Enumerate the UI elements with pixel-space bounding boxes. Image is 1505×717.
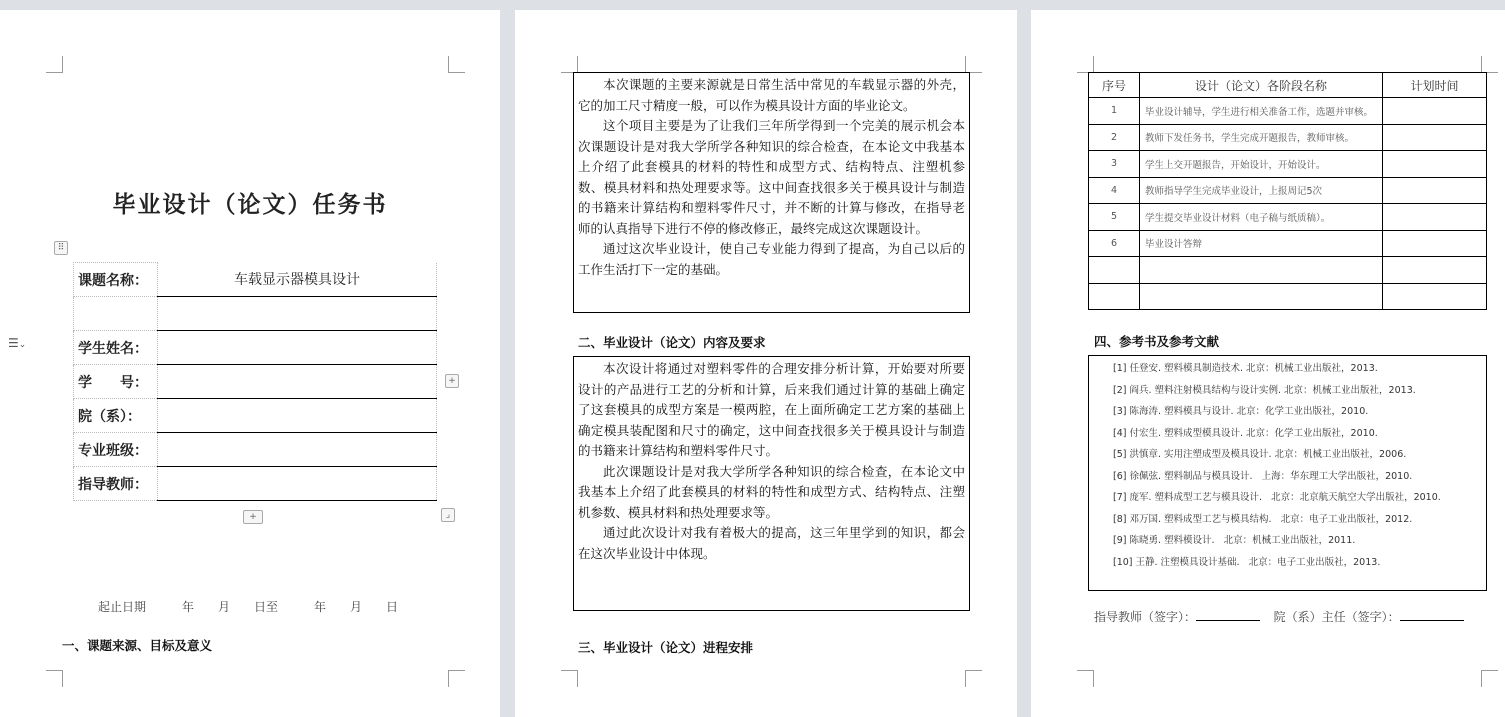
crop-mark [448,56,465,73]
stage-cell [1140,283,1383,310]
table-row[interactable] [1089,230,1487,257]
time-cell[interactable] [1383,98,1487,125]
stage-cell: 毕业设计辅导，学生进行相关准备工作，选题并审核。 [1140,98,1383,125]
table-row[interactable] [1089,257,1487,284]
paragraph: 本次设计将通过对塑料零件的合理安排分析计算，开始要对所要设计的产品进行工艺的分析和计算，后来我们通过计算的基础上确定了这套模具的成型方案是一模两腔，在上面所确定工艺方案的基础上确定模具装配图和尺寸的确定，这中间查找很多关于模具设计与制造的书籍来计算结构和塑料零件尺寸。 [578,361,965,458]
reference-item: [8] 邓万国. 塑料成型工艺与模具结构. 北京：电子工业出版社，2012. [1113,513,1413,525]
reference-item: [3] 陈海涛. 塑料模具与设计. 北京：化学工业出版社，2010. [1113,406,1369,417]
outline-icon: ☰ [8,336,19,350]
class-label: 专业班级： [74,433,158,467]
row-number: 1 [1089,98,1140,125]
dept-label: 院（系）： [74,399,158,433]
schedule-table [1088,72,1487,310]
crop-mark [1077,670,1094,687]
advisor-sign-label: 指导教师（签字）： [1094,610,1197,624]
crop-mark [46,56,63,73]
student-value[interactable] [158,331,437,365]
stage-cell [1140,257,1383,284]
table-row[interactable] [1089,124,1487,151]
table-row[interactable] [1089,204,1487,231]
time-cell[interactable] [1383,151,1487,178]
row-number: 6 [1089,230,1140,257]
table-row[interactable] [1089,151,1487,178]
stage-cell: 学生上交开题报告，开始设计，开始设计。 [1140,151,1383,178]
empty-value[interactable] [158,297,437,331]
stage-cell: 教师指导学生完成毕业设计，上报周记5次 [1140,177,1383,204]
topic-label: 课题名称： [74,263,158,297]
time-cell[interactable] [1383,204,1487,231]
table-row[interactable] [1089,177,1487,204]
section-2-heading: 二、毕业设计（论文）内容及要求 [578,335,766,350]
table-row[interactable] [1089,98,1487,125]
crop-mark [561,670,578,687]
paragraph: 通过此次设计对我有着极大的提高，这三年里学到的知识，都会在这次毕业设计中体现。 [578,525,965,561]
table-move-handle-icon[interactable]: ⠿ [54,241,68,255]
reference-item: [6] 徐佩弦. 塑料制品与模具设计. 上海：华东理工大学出版社，2010. [1113,470,1413,482]
crop-mark [965,670,982,687]
table-resize-icon[interactable]: ⌟ [441,508,455,522]
empty-label [74,297,158,331]
paragraph: 通过这次毕业设计，使自己专业能力得到了提高，为自己以后的工作生活打下一定的基础。 [578,241,965,277]
section-1-heading: 一、课题来源、目标及意义 [62,638,213,653]
reference-item: [10] 王静. 注塑模具设计基础. 北京：电子工业出版社，2013. [1113,556,1381,568]
add-column-icon[interactable]: + [445,374,459,388]
table-row[interactable] [1089,283,1487,310]
stage-cell: 教师下发任务书，学生完成开题报告，教师审核。 [1140,124,1383,151]
crop-mark [46,670,63,687]
content-box[interactable] [573,356,970,611]
crop-mark [1481,56,1498,73]
row-number: 3 [1089,151,1140,178]
chevron-down-icon: ⌄ [18,340,27,350]
intro-box[interactable] [573,72,970,313]
reference-item: [2] 阎兵. 塑料注射模具结构与设计实例. 北京：机械工业出版社，2013. [1113,384,1416,396]
crop-mark [965,56,982,73]
crop-mark [1481,670,1498,687]
outline-dropdown[interactable] [8,336,26,350]
references-box[interactable] [1088,355,1487,591]
stage-cell: 学生提交毕业设计材料（电子稿与纸质稿）。 [1140,204,1383,231]
id-value[interactable] [158,365,437,399]
crop-mark [1077,56,1094,73]
page-2 [515,10,1017,717]
time-cell[interactable] [1383,283,1487,310]
dept-value[interactable] [158,399,437,433]
advisor-label: 指导教师： [74,467,158,501]
dean-sign-field[interactable] [1400,608,1464,621]
info-table [73,262,437,501]
header-stage: 设计（论文）各阶段名称 [1140,73,1383,98]
reference-item: [7] 庞军. 塑料成型工艺与模具设计. 北京：北京航天航空大学出版社，2010. [1113,492,1441,503]
paragraph: 这个项目主要是为了让我们三年所学得到一个完美的展示机会本次课题设计是对我大学所学各种知识的综合检查，在本论文中我基本上介绍了此套模具的材料的特性和成型方式、结构特点、注塑机参数、模具材料和热处理要求等。这中间查找很多关于模具设计与制造的书籍来计算结构和塑料零件尺寸，并不断的计算与修改，在指导老师的认真指导下进行不停的修改修正，最终完成这次课题设计。 [578,118,965,236]
stage-cell: 毕业设计答辩 [1140,230,1383,257]
add-row-icon[interactable]: + [243,510,263,524]
time-cell[interactable] [1383,230,1487,257]
dean-sign-label: 院（系）主任（签字）： [1273,610,1400,624]
reference-item: [5] 洪慎章. 实用注塑成型及模具设计. 北京：机械工业出版社，2006. [1113,449,1407,460]
page-1 [0,10,500,717]
section-4-heading: 四、参考书及参考文献 [1094,334,1220,349]
header-no: 序号 [1089,73,1140,98]
page-3 [1031,10,1505,717]
row-number: 2 [1089,124,1140,151]
row-number [1089,257,1140,284]
document-title: 毕业设计（论文）任务书 [112,191,388,218]
date-range: 起止日期 年 月 日至 年 月 日 [98,600,399,614]
time-cell[interactable] [1383,177,1487,204]
reference-item: [9] 陈晓勇. 塑料模设计. 北京：机械工业出版社，2011. [1113,535,1356,546]
topic-value[interactable]: 车载显示器模具设计 [158,263,437,297]
section-3-heading: 三、毕业设计（论文）进程安排 [578,640,754,655]
paragraph: 本次课题的主要来源就是日常生活中常见的车载显示器的外壳，它的加工尺寸精度一般，可以作为模具设计方面的毕业论文。 [578,77,965,113]
student-label: 学生姓名： [74,331,158,365]
advisor-value[interactable] [158,467,437,501]
reference-item: [1] 任登安. 塑料模具制造技术. 北京：机械工业出版社，2013. [1113,363,1378,374]
crop-mark [448,670,465,687]
row-number [1089,283,1140,310]
class-value[interactable] [158,433,437,467]
header-time: 计划时间 [1383,73,1487,98]
signature-line [1094,608,1464,625]
id-label: 学 号： [74,365,158,399]
time-cell[interactable] [1383,257,1487,284]
time-cell[interactable] [1383,124,1487,151]
paragraph: 此次课题设计是对我大学所学各种知识的综合检查，在本论文中我基本上介绍了此套模具的材料的特性和成型方式、结构特点、注塑机参数、模具材料和热处理要求等。 [578,463,965,520]
row-number: 5 [1089,204,1140,231]
row-number: 4 [1089,177,1140,204]
reference-item: [4] 付宏生. 塑料成型模具设计. 北京：化学工业出版社，2010. [1113,427,1378,439]
advisor-sign-field[interactable] [1196,608,1260,621]
crop-mark [561,56,578,73]
